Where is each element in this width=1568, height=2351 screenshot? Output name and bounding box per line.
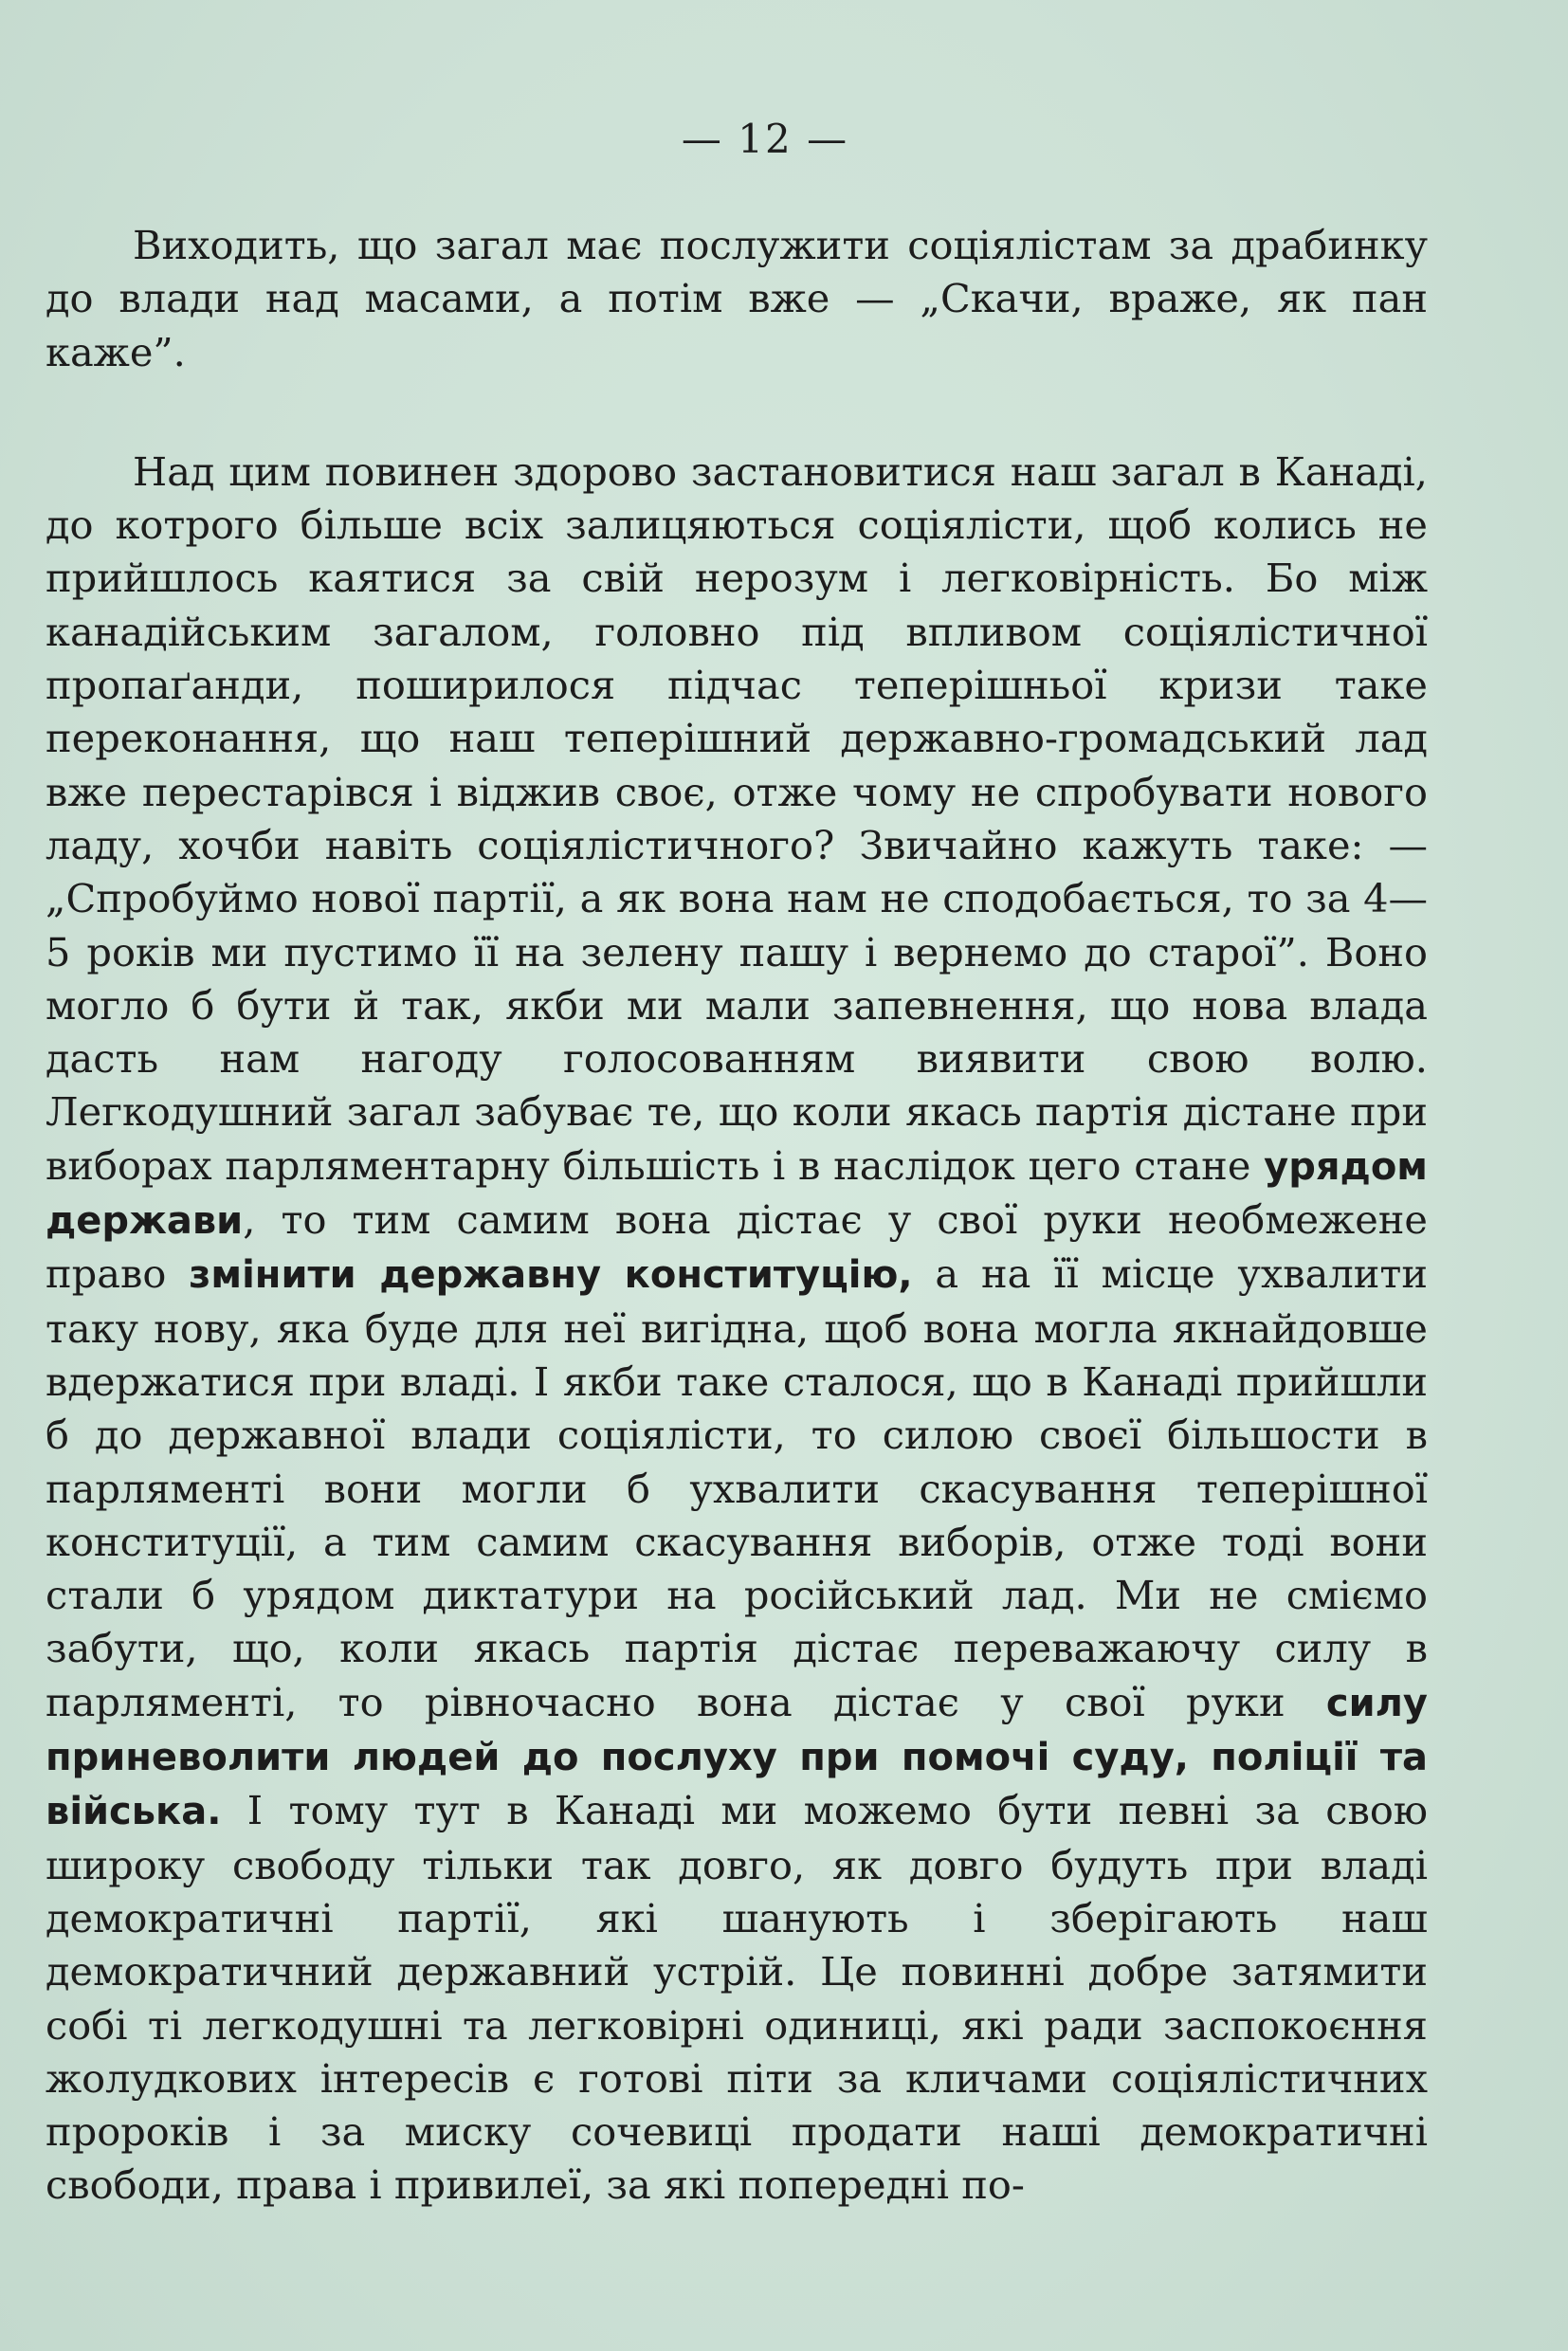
- paragraph-2-part-3: а на її місце ухвалити таку нову, яка буде для неї вигідна, щоб вона могла якнайдовше вдержатися при владі. І якби таке сталося, що в Канаді прийшли б до державної влади соціялісти, то силою своєї більшости в парляменті вони могли б ухвалити скасування теперішної конституції, а тим самим скасування виборів, отже тоді вони стали б урядом диктатури на російський лад. Ми не сміємо забути, що, коли якась партія дістає переважаючу силу в парляменті, то рівночасно вона дістає у свої руки: [46, 1250, 1429, 1725]
- paragraph-1: [46, 219, 1428, 379]
- paragraph-2-part-1: Над цим повинен здорово застановитися наш загал в Канаді, до котрого більше всіх залицяються соціялісти, щоб колись не прийшлось каятися за свій нерозум і легковірність. Бо між канадійським загалом, головно під впливом соціялістичної пропаґанди, поширилося підчас теперішньої кризи таке переконання, що наш теперішний державно-громадський лад вже перестарівся і віджив своє, отже чому не спробувати нового ладу, хочби навіть соціялістичного? Звичайно кажуть таке: — „Спробуймо нової партії, а як вона нам не сподобається, то за 4—5 років ми пустимо її на зелену пашу і вернемо до старої”. Воно могло б бути й так, якби ми мали запевнення, що нова влада дасть нам нагоду голосованням виявити свою волю. Легкодушний загал забуває те, що коли якась партія дістане при виборах парляментарну більшість і в наслідок цего стане: [46, 447, 1428, 1189]
- paragraph-2-part-2: , то тим самим вона дістає у свої руки необмежене право: [46, 1196, 1428, 1298]
- bold-phrase-state-government: урядом держави: [46, 1144, 1428, 1244]
- paragraph-1-text: Виходить, що загал має послужити соціялістам за драбинку до влади над масами, а потім вже — „Скачи, враже, як пан каже”.: [46, 222, 1428, 375]
- bold-phrase-force-obedience: силу приневолити людей до послуху при помочі суду, поліції та війська.: [46, 1681, 1428, 1834]
- paragraph-2: [46, 446, 1428, 2213]
- bold-phrase-change-constitution: змінити державну конституцію,: [189, 1253, 913, 1298]
- paragraph-2-part-4: І тому тут в Канаді ми можемо бути певні за свою широку свободу тільки так довго, як довго будуть при владі демократичні партії, які шанують і зберігають наш демократичний державний устрій. Це повинні добре затямити собі ті легкодушні та легковірні одиниці, які ради заспокоєння жолудкових інтересів є готові піти за кличами соціялістичних пророків і за миску сочевиці продати наші демократичні свободи, права і привилеї, за які попередні по-: [46, 1787, 1428, 2209]
- page-number: — 12 —: [681, 116, 849, 162]
